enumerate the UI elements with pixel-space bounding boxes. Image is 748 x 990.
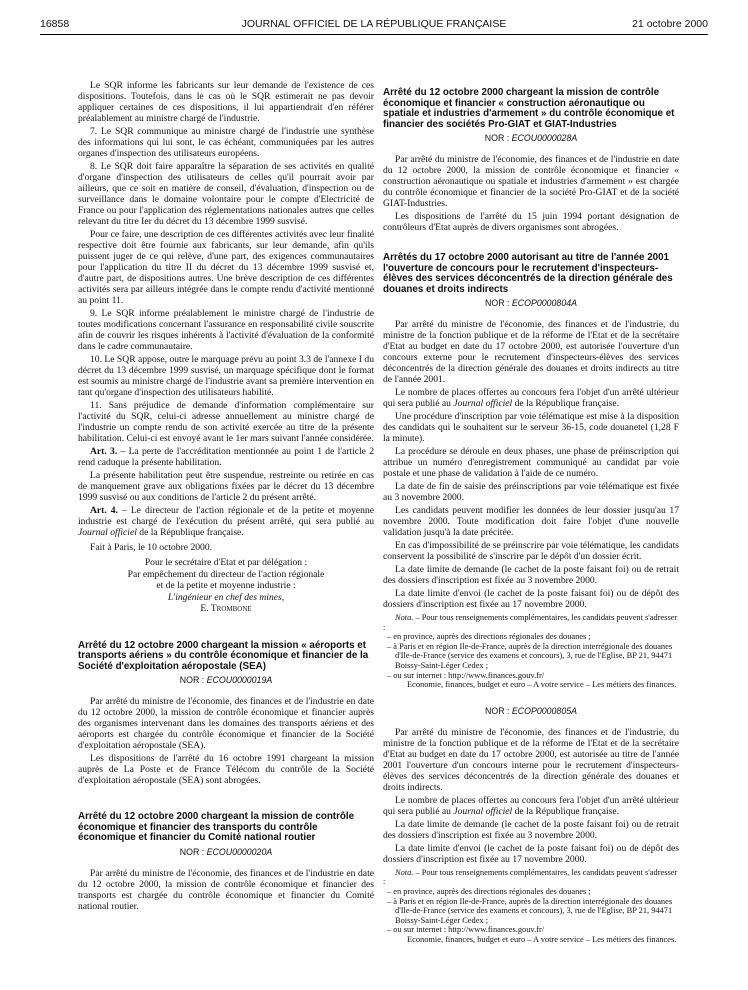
note-intro: Nota. – Pour tous renseignements complémentaires, les candidats peuvent s'adresser : bbox=[383, 613, 678, 632]
paragraph: 9. Le SQR informe préalablement le ministre chargé de l'industrie de toutes modifications concernant l'assurance en responsabilité civile souscrite afin de couvrir les risques inhérents à l'activité d'évaluation de la conformité dans le cadre communautaire. bbox=[78, 308, 374, 352]
paragraph: La date de fin de saisie des préinscriptions par voie télématique est fixée au 3 novembre 2000. bbox=[383, 481, 679, 503]
paragraph: La date limite de demande (le cachet de la poste faisant foi) ou de retrait des dossiers d'inscription est fixée au 3 novembre 2000. bbox=[383, 564, 679, 586]
article-3 bbox=[78, 446, 374, 468]
page-number: 16858 bbox=[40, 18, 70, 30]
article-text: – La perte de l'accréditation mentionnée au point 1 de l'article 2 rend caduque la présente habilitation. bbox=[78, 446, 375, 468]
nor-reference: NOR : ECOU0000020A bbox=[179, 846, 273, 857]
paragraph: Le SQR informe les fabricants sur leur demande de l'existence de ces dispositions. Toutefois, dans le cas où le SQR estimerait ne pas devoir appliquer certaines de ces dispositions, il lui appartiendrait d'en référer préalablement au ministre chargé de l'industrie. bbox=[78, 80, 374, 124]
paragraph: 7. Le SQR communique au ministre chargé de l'industrie une synthèse des informations qui lui sont, le cas échéant, communiquées par les autres organes d'inspection des utilisateurs européens. bbox=[78, 126, 374, 159]
signature-block bbox=[78, 557, 374, 615]
paragraph: La date limite de demande (le cachet de la poste faisant foi) ou de retrait des dossiers d'inscription est fixée au 3 novembre 2000. bbox=[383, 818, 679, 841]
nor-reference: NOR : ECOU0000019A bbox=[179, 675, 273, 685]
nor-reference: NOR : ECOU0000028A bbox=[484, 133, 578, 143]
journal-name: Journal officiel bbox=[453, 805, 513, 817]
paragraph: Les dispositions de l'arrêté du 15 juin 1994 portant désignation de contrôleurs d'Etat auprès de divers organismes sont abrogées. bbox=[383, 211, 679, 233]
note-item: – ou sur internet : http://www.finances.gouv.fr/ bbox=[387, 670, 545, 680]
paragraph: Le nombre de places offertes au concours fera l'objet d'un arrêté ultérieur qui sera publié au Journal officiel de la République française. bbox=[383, 794, 679, 817]
note-list bbox=[383, 887, 679, 945]
note-item: Economie, finances, budget et euro – A votre service – Les métiers des finances. bbox=[407, 680, 677, 690]
article-text: – Le directeur de l'action régionale et de la petite et moyenne industrie est chargé de l'exécution du présent arrêté, qui sera publié au bbox=[78, 505, 375, 527]
paragraph: Par arrêté du ministre de l'économie, des finances et de l'industrie, du ministre de la fonction publique et de la réforme de l'Etat et de la secrétaire d'Etat au budget en date du 17 octobre 2000, est autorisée l'ouverture d'un concours externe pour le recrutement d'inspecteurs-élèves des services déconcentrés de la direction générale des douanes et droits indirects au titre de l'année 2001. bbox=[383, 319, 679, 385]
signature-line: L'ingénieur en chef des mines, bbox=[167, 591, 285, 603]
paragraph: Le nombre de places offertes au concours fera l'objet d'un arrêté ultérieur qui sera publié au Journal officiel de la République française. bbox=[383, 387, 679, 409]
note-intro: Nota. – Pour tous renseignements complémentaires, les candidats peuvent s'adresser : bbox=[383, 867, 678, 887]
paragraph: Par arrêté du ministre de l'économie, des finances et de l'industrie, du ministre de la fonction publique et de la réforme de l'Etat et de la secrétaire d'Etat au budget en date du 17 octobre 2000, est autorisée au titre de l'année 2001 l'ouverture d'un concours interne pour le recrutement d'inspecteurs-élèves des services déconcentrés de la direction générale des douanes et droits indirects. bbox=[383, 726, 679, 793]
journal-name: Journal officiel bbox=[78, 527, 137, 538]
nor-code: ECOP0000804A bbox=[511, 298, 577, 308]
paragraph: Les candidats peuvent modifier les données de leur dossier jusqu'au 17 novembre 2000. Toute modification doit faire l'objet d'une nouvelle validation jusqu'à la date précitée. bbox=[383, 505, 679, 538]
note-block bbox=[383, 868, 679, 945]
journal-title: JOURNAL OFFICIEL DE LA RÉPUBLIQUE FRANÇAISE bbox=[241, 18, 507, 30]
paragraph: La date limite d'envoi (le cachet de la poste faisant foi) ou de dépôt des dossiers d'inscription est fixée au 17 novembre 2000. bbox=[383, 842, 679, 865]
signatory-name: E. Trombone bbox=[200, 603, 252, 614]
signature-line: et de la petite et moyenne industrie : bbox=[156, 580, 296, 591]
running-header bbox=[40, 18, 708, 34]
note-block bbox=[383, 613, 679, 690]
paragraph: 8. Le SQR doit faire apparaître la séparation de ses activités en qualité d'organe d'inspection des utilisateurs de celles qu'il pourrait avoir par ailleurs, que ce soit en matière de conseil, d'évaluation, d'inspection ou de surveillance dans le domaine volontaire pour le compte d'Electricité de France ou pour l'application des réglementations nationales autres que celles relevant du titre Ier du décret du 13 décembre 1999 susvisé. bbox=[78, 161, 374, 227]
issue-date: 21 octobre 2000 bbox=[632, 18, 708, 30]
decree-title: Arrêté du 12 octobre 2000 chargeant la mission de contrôle économique et financier des transports du contrôle économique et financier du Comité national routier bbox=[78, 811, 355, 843]
nor-code: ECOU0000020A bbox=[206, 846, 273, 857]
right-column bbox=[383, 88, 679, 945]
note-item: – en province, auprès des directions régionales des douanes ; bbox=[387, 886, 591, 896]
paragraph: La date limite d'envoi (le cachet de la poste faisant foi) ou de dépôt des dossiers d'inscription est fixée au 17 novembre 2000. bbox=[383, 588, 679, 610]
nor-code: ECOU0000028A bbox=[511, 133, 578, 143]
article-text: de la République française. bbox=[136, 527, 244, 538]
note-item: – ou sur internet : http://www.finances.gouv.fr/ bbox=[387, 925, 545, 935]
paragraph: En cas d'impossibilité de se préinscrire par voie télématique, les candidats conservent la possibilité de s'inscrire par le dépôt d'un dossier écrit. bbox=[383, 540, 679, 562]
note-item: – à Paris et en région Ile-de-France, auprès de la direction interrégionale des douanes d'Ile-de-France (service des examens et concours), 3, rue de l'Eglise, BP 21, 94471 Boissy-Saint-Léger Cedex ; bbox=[387, 641, 673, 670]
signature-line: Par empêchement du directeur de l'action régionale bbox=[127, 568, 325, 580]
paragraph: Une procédure d'inscription par voie télématique est mise à la disposition des candidats qui le souhaitent sur le serveur 36-15, code douanetel (1,28 F la minute). bbox=[383, 411, 679, 444]
article-label: Art. 3. bbox=[90, 446, 118, 457]
paragraph: La présente habilitation peut être suspendue, restreinte ou retirée en cas de manquement grave aux obligations fixées par le décret du 13 décembre 1999 susvisé ou aux conditions de l'article 2 du présent arrêté. bbox=[78, 470, 374, 503]
journal-name: Journal officiel bbox=[453, 398, 513, 409]
header-rule bbox=[40, 34, 708, 35]
paragraph: Par arrêté du ministre de l'économie, des finances et de l'industrie en date du 12 octobre 2000, la mission de contrôle économique et financier auprès des organismes intervenant dans les domaines des transports aériens et des aéroports est chargée du contrôle économique et financier de la Société d'exploitation aéropostale (SEA). bbox=[78, 696, 374, 751]
decree-title: Arrêté du 12 octobre 2000 chargeant la mission de contrôle économique et financier « construction aéronautique ou spatiale et industries d'armement » du contrôle économique et financier des sociétés Pro-GIAT et GIAT-Industries bbox=[383, 87, 675, 130]
article-4 bbox=[78, 505, 374, 538]
paragraph: Les dispositions de l'arrêté du 16 octobre 1991 chargeant la mission auprès de La Poste et de France Télécom du contrôle de la Société d'exploitation aéropostale (SEA) sont abrogées. bbox=[78, 753, 374, 786]
nor-code: ECOU0000019A bbox=[206, 675, 273, 685]
nor-reference: NOR : ECOP0000805A bbox=[485, 705, 577, 716]
paragraph: La procédure se déroule en deux phases, une phase de préinscription qui attribue un numéro d'enregistrement communiqué au candidat par voie postale et une phase de validation à l'aide de ce numéro. bbox=[383, 446, 679, 479]
paragraph: Par arrêté du ministre de l'économie, des finances et de l'industrie en date du 12 octobre 2000, la mission de contrôle économique et financier « construction aéronautique ou spatiale et industries d'armement » est chargée du contrôle économique et financier de la société Pro-GIAT et de la société GIAT-Industries. bbox=[383, 154, 679, 209]
left-column bbox=[78, 80, 374, 914]
decree-title: Arrêtés du 17 octobre 2000 autorisant au titre de l'année 2001 l'ouverture de concours pour le recrutement d'inspecteurs-élèves des services déconcentrés de la direction générale des douanes et droits indirects bbox=[383, 252, 673, 295]
nor-code: ECOP0000805A bbox=[511, 705, 577, 716]
signature-line: Pour le secrétaire d'Etat et par délégation : bbox=[144, 557, 308, 568]
article-label: Art. 4. bbox=[90, 505, 118, 516]
note-item: – à Paris et en région Ile-de-France, auprès de la direction interrégionale des douanes d'Ile-de-France (service des examens et concours), 3, rue de l'Eglise, BP 21, 94471 Boissy-Saint-Léger Cedex ; bbox=[387, 896, 673, 925]
nor-reference: NOR : ECOP0000804A bbox=[485, 298, 577, 308]
note-item: Economie, finances, budget et euro – A votre service – Les métiers des finances. bbox=[407, 934, 677, 944]
decree-title: Arrêté du 12 octobre 2000 chargeant la mission « aéroports et transports aériens » du contrôle économique et financier de la Société d'exploitation aéropostale (SEA) bbox=[78, 639, 369, 672]
paragraph: 11. Sans préjudice de demande d'information complémentaire sur l'activité du SQR, celui-ci adresse annuellement au ministre chargé de l'industrie un compte rendu de son activité exercée au titre de la présente habilitation. Celui-ci est envoyé avant le 1er mars suivant l'année considérée. bbox=[78, 400, 374, 444]
paragraph: Pour ce faire, une description de ces différentes activités avec leur finalité respective doit être fournie aux fabricants, sur leur demande, afin qu'ils puissent juger de ce qui relève, d'une part, des exigences communautaires pour l'application du titre II du décret du 13 décembre 1999 susvisé et, d'autre part, de dispositions autres. Une brève description de ces différentes activités sera par ailleurs intégrée dans le compte rendu d'activité mentionné au point 11. bbox=[78, 229, 374, 306]
paragraph: Par arrêté du ministre de l'économie, des finances et de l'industrie en date du 12 octobre 2000, la mission de contrôle économique et financier des transports est chargée du contrôle économique et financier du Comité national routier. bbox=[78, 867, 374, 912]
note-list bbox=[383, 632, 679, 690]
note-item: – en province, auprès des directions régionales des douanes ; bbox=[387, 632, 591, 642]
paragraph: 10. Le SQR appose, outre le marquage prévu au point 3.3 de l'annexe I du décret du 13 décembre 1999 susvisé, un marquage spécifique dont le format est soumis au ministre chargé de l'industrie avant sa première intervention en tant qu'organe d'inspection des utilisateurs habilité. bbox=[78, 354, 374, 398]
done-at: Fait à Paris, le 10 octobre 2000. bbox=[90, 542, 213, 553]
